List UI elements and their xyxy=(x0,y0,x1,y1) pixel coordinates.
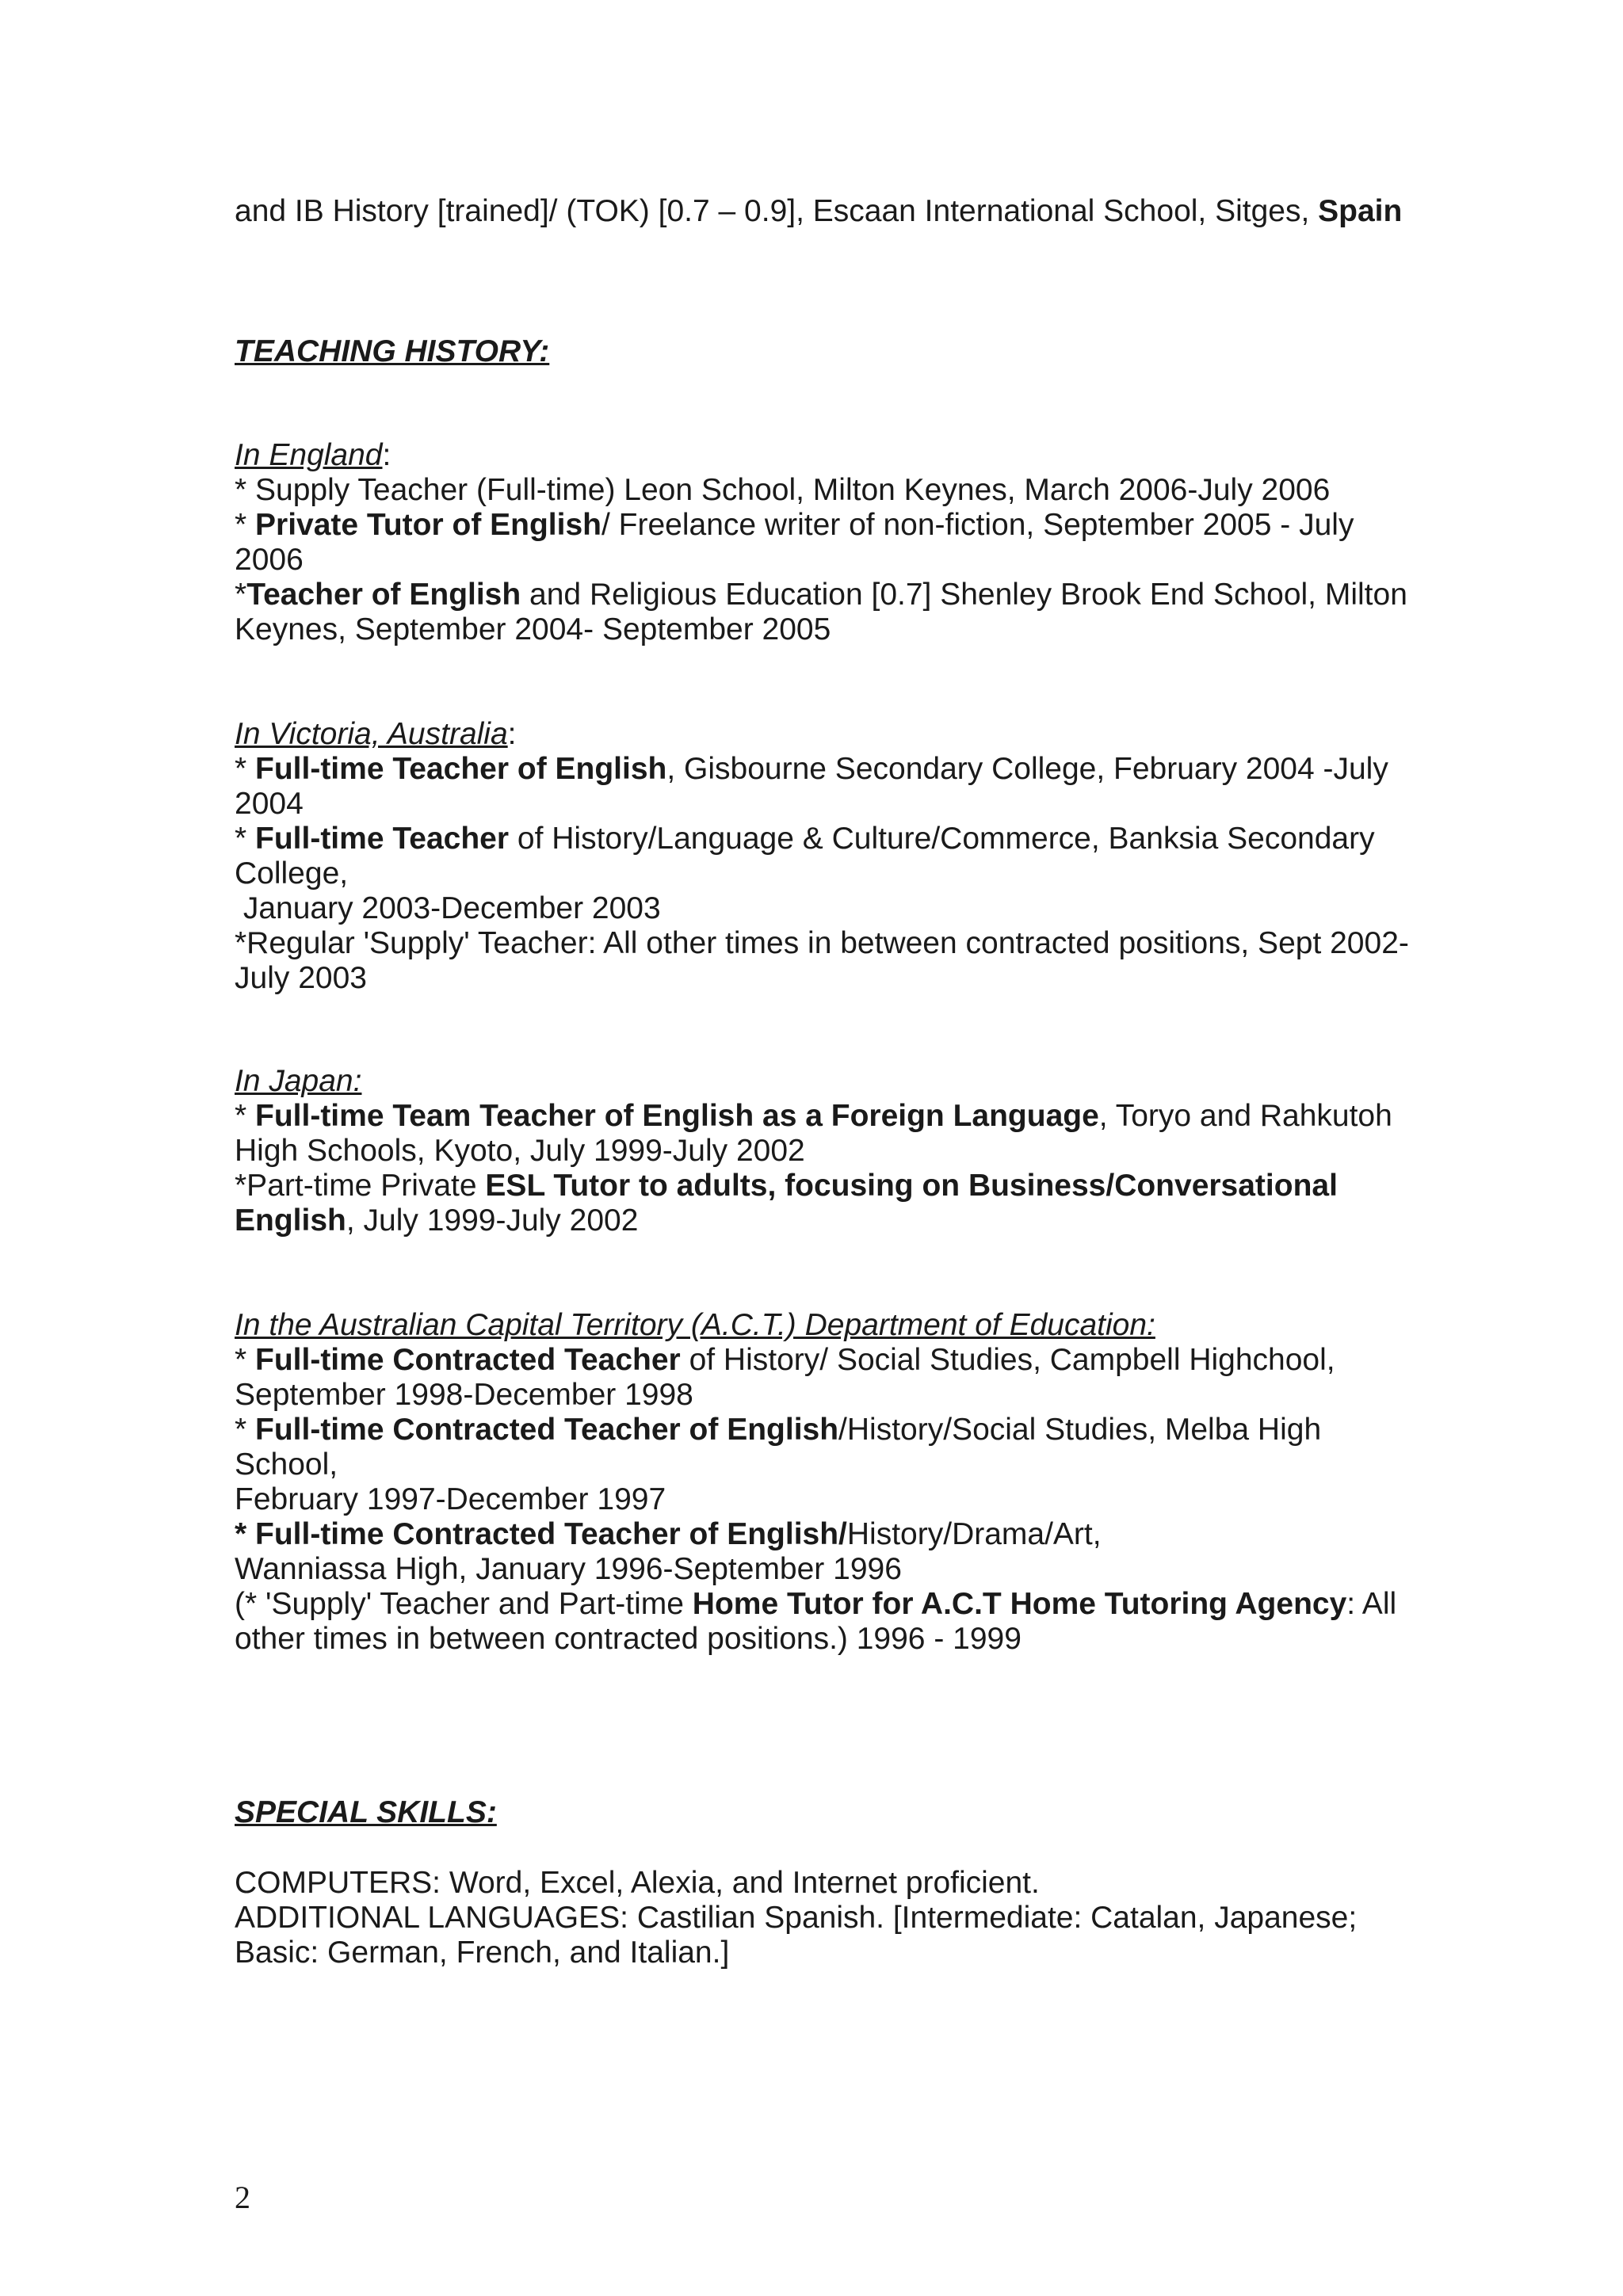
text-part: * xyxy=(235,1099,256,1133)
role-title: Teacher of English xyxy=(246,578,521,612)
act-line-5: February 1997-December 1997 xyxy=(235,1482,666,1516)
text-part: / Freelance writer of non-fiction, September 2005 - July xyxy=(601,508,1354,542)
england-subheading-text: In England xyxy=(235,438,383,472)
japan-line-1 xyxy=(235,1099,1392,1134)
england-line-2 xyxy=(235,508,1354,543)
japan-line-3 xyxy=(235,1169,1338,1203)
text-part: of History/ Social Studies, Campbell Highchool, xyxy=(680,1343,1335,1377)
text-part: * xyxy=(235,508,256,542)
japan-line-4 xyxy=(235,1203,638,1238)
role-title: ESL Tutor to adults, focusing on Business/Conversational xyxy=(485,1169,1338,1203)
england-subheading xyxy=(235,438,391,473)
teaching-history-heading: TEACHING HISTORY: xyxy=(235,334,550,368)
text-part: * xyxy=(235,1413,256,1447)
victoria-line-7: July 2003 xyxy=(235,961,367,995)
text-part: * xyxy=(235,822,256,856)
text-part: *Part-time Private xyxy=(235,1169,486,1203)
japan-line-2: High Schools, Kyoto, July 1999-July 2002 xyxy=(235,1134,805,1168)
text-part: , Gisbourne Secondary College, February 2004 -July xyxy=(666,752,1388,786)
text-part: and Religious Education [0.7] Shenley Brook End School, Milton xyxy=(521,578,1407,612)
act-line-3 xyxy=(235,1413,1321,1447)
role-title: Full-time Teacher xyxy=(255,822,510,856)
text-part: of History/Language & Culture/Commerce, Banksia Secondary xyxy=(509,822,1375,856)
text-part: * xyxy=(235,1343,256,1377)
act-line-8 xyxy=(235,1587,1396,1622)
victoria-line-2: 2004 xyxy=(235,787,304,821)
text-part: , Toryo and Rahkutoh xyxy=(1098,1099,1392,1133)
text-part: * xyxy=(235,578,247,612)
text-part: , July 1999-July 2002 xyxy=(346,1203,639,1238)
page-number: 2 xyxy=(235,2180,250,2215)
text-part: : All xyxy=(1346,1587,1397,1621)
act-line-9: other times in between contracted positions.) 1996 - 1999 xyxy=(235,1622,1022,1656)
skills-line-1: COMPUTERS: Word, Excel, Alexia, and Internet proficient. xyxy=(235,1866,1040,1900)
victoria-line-6: *Regular 'Supply' Teacher: All other times in between contracted positions, Sept 2002- xyxy=(235,926,1409,960)
role-title: Full-time Team Teacher of English as a Foreign Language xyxy=(255,1099,1099,1133)
victoria-line-5: January 2003-December 2003 xyxy=(235,891,661,925)
england-line-5: Keynes, September 2004- September 2005 xyxy=(235,612,831,646)
japan-subheading: In Japan: xyxy=(235,1064,362,1098)
victoria-line-1 xyxy=(235,752,1388,787)
skills-line-2: ADDITIONAL LANGUAGES: Castilian Spanish. [Intermediate: Catalan, Japanese; xyxy=(235,1901,1358,1935)
act-subheading: In the Australian Capital Territory (A.C.T.) Department of Education: xyxy=(235,1308,1155,1342)
role-title: English xyxy=(235,1203,346,1238)
intro-country: Spain xyxy=(1318,194,1403,228)
act-line-6 xyxy=(235,1517,1102,1552)
role-title: Full-time Teacher of English xyxy=(255,752,667,786)
act-line-4: School, xyxy=(235,1447,338,1482)
england-subheading-colon: : xyxy=(382,438,391,472)
victoria-line-3 xyxy=(235,822,1375,856)
victoria-subheading-text: In Victoria, Australia xyxy=(235,717,508,751)
england-line-4 xyxy=(235,578,1407,612)
role-title: * Full-time Contracted Teacher of English/ xyxy=(235,1517,847,1551)
role-title: Full-time Contracted Teacher of English xyxy=(255,1413,839,1447)
victoria-subheading xyxy=(235,717,517,752)
victoria-subheading-colon: : xyxy=(507,717,517,751)
text-part: History/Drama/Art, xyxy=(846,1517,1102,1551)
skills-line-3: Basic: German, French, and Italian.] xyxy=(235,1936,730,1970)
england-line-3: 2006 xyxy=(235,543,304,577)
intro-line xyxy=(235,194,1402,229)
role-title: Private Tutor of English xyxy=(255,508,601,542)
role-title: Home Tutor for A.C.T Home Tutoring Agency xyxy=(692,1587,1347,1621)
act-line-1 xyxy=(235,1343,1335,1378)
victoria-line-4: College, xyxy=(235,856,349,891)
act-line-7: Wanniassa High, January 1996-September 1996 xyxy=(235,1552,902,1586)
text-part: (* 'Supply' Teacher and Part-time xyxy=(235,1587,693,1621)
act-line-2: September 1998-December 1998 xyxy=(235,1378,693,1412)
role-title: Full-time Contracted Teacher xyxy=(255,1343,681,1377)
england-line-1: * Supply Teacher (Full-time) Leon School, Milton Keynes, March 2006-July 2006 xyxy=(235,473,1331,507)
special-skills-heading: SPECIAL SKILLS: xyxy=(235,1795,497,1829)
intro-text: and IB History [trained]/ (TOK) [0.7 – 0.9], Escaan International School, Sitges, xyxy=(235,194,1319,228)
text-part: * xyxy=(235,752,256,786)
text-part: /History/Social Studies, Melba High xyxy=(838,1413,1322,1447)
